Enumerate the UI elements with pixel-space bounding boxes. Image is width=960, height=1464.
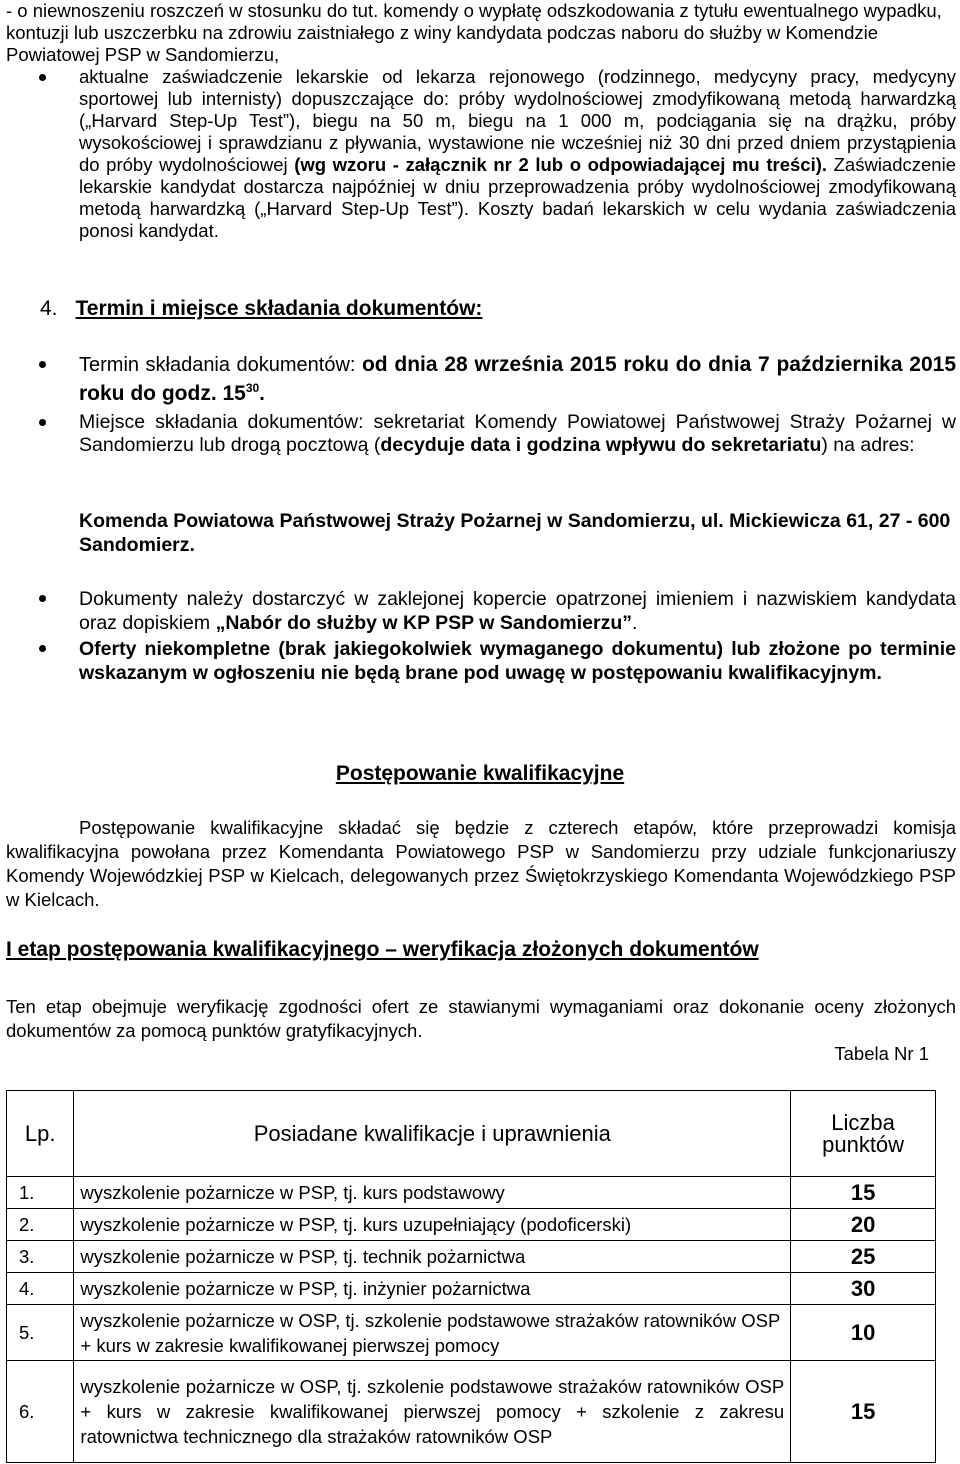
points-value: 15 xyxy=(791,1177,936,1209)
address: Komenda Powiatowa Państwowej Straży Pożarnej w Sandomierzu, ul. Mickiewicza 61, 27 - 600 Sandomierz. xyxy=(79,510,951,556)
stage-1-title: I etap postępowania kwalifikacyjnego – weryfikacja złożonych dokumentów xyxy=(6,938,759,961)
place-item: Miejsce składania dokumentów: sekretariat Komendy Powiatowej Państwowej Straży Pożarnej w Sandomierzu lub drogą pocztową (decyduje data i godzina wpływu do sekretariatu) na adres: xyxy=(79,411,956,456)
table-row: 5. wyszkolenie pożarnicze w OSP, tj. szkolenie podstawowe strażaków ratowników OSP + kurs w zakresie kwalifikowanej pierwszej pomocy 10 xyxy=(7,1305,936,1361)
points-value: 15 xyxy=(791,1361,936,1463)
declaration-item: - o niewnoszeniu roszczeń w stosunku do tut. komendy o wypłatę odszkodowania z tytułu ewentualnego wypadku, kontuzji lub uszczerbku na zdrowiu zaistniałego z winy kandydata podczas naboru do służby w Komendzie Powiatowej PSP w Sandomierzu, xyxy=(6,0,942,65)
qualification-title: Postępowanie kwalifikacyjne xyxy=(335,762,625,785)
points-value: 20 xyxy=(791,1209,936,1241)
points-table xyxy=(6,1090,936,1463)
header-lp: Lp. xyxy=(7,1091,74,1177)
section-4-heading: 4. Termin i miejsce składania dokumentów: xyxy=(40,297,483,320)
table-caption: Tabela Nr 1 xyxy=(834,1043,929,1064)
points-value: 30 xyxy=(791,1273,936,1305)
table-row: 6. wyszkolenie pożarnicze w OSP, tj. szkolenie podstawowe strażaków ratowników OSP + kurs w zakresie kwalifikowanej pierwszej pomocy + szkolenie z zakresu ratownictwa technicznego dla strażaków ratowników OSP 15 xyxy=(7,1361,936,1463)
medical-list xyxy=(79,66,956,242)
header-points: Liczba punktów xyxy=(791,1091,936,1177)
table-row: 3. wyszkolenie pożarnicze w PSP, tj. technik pożarnictwa 25 xyxy=(7,1241,936,1273)
table-row: 2. wyszkolenie pożarnicze w PSP, tj. kurs uzupełniający (podoficerski) 20 xyxy=(7,1209,936,1241)
stage-1-text: Ten etap obejmuje weryfikację zgodności ofert ze stawianymi wymaganiami oraz dokonanie oceny złożonych dokumentów za pomocą punktów gratyfikacyjnych. xyxy=(6,996,956,1041)
table-row: 4. wyszkolenie pożarnicze w PSP, tj. inżynier pożarnictwa 30 xyxy=(7,1273,936,1305)
table-row: 1. wyszkolenie pożarnicze w PSP, tj. kurs podstawowy 15 xyxy=(7,1177,936,1209)
points-value: 10 xyxy=(791,1305,936,1361)
medical-certificate-item: aktualne zaświadczenie lekarskie od lekarza rejonowego (rodzinnego, medycyny pracy, medycyny sportowej lub internisty) dopuszczające do: próby wydolnościowej zmodyfikowaną metodą harwardzką („Harvard Step-Up Test”), biegu na 50 m, biegu na 1 000 m, podciągania się na drążku, próby wysokościowej i sprawdzianu z pływania, wystawione nie wcześniej niż 30 dni przed dniem przystąpienia do próby wydolnościowej (wg wzoru - załącznik nr 2 lub o odpowiadającej mu treści). Zaświadczenie lekarskie kandydat dostarcza najpóźniej w dniu przeprowadzenia próby wydolnościowej zmodyfikowaną metodą harwardzką („Harvard Step-Up Test”). Koszty badań lekarskich w celu wydania zaświadczenia ponosi kandydat. xyxy=(79,66,956,241)
points-value: 25 xyxy=(791,1241,936,1273)
incomplete-offers-item: Oferty niekompletne (brak jakiegokolwiek wymaganego dokumentu) lub złożone po terminie wskazanym w ogłoszeniu nie będą brane pod uwagę w postępowaniu kwalifikacyjnym. xyxy=(79,638,956,684)
deadline-item: Termin składania dokumentów: od dnia 28 września 2015 roku do dnia 7 października 2015 roku do godz. $15^{30}$. xyxy=(79,353,957,405)
qualification-text: Postępowanie kwalifikacyjne składać się będzie z czterech etapów, które przeprowadzi komisja kwalifikacyjna powołana przez Komendanta Powiatowego PSP w Sandomierzu przy udziale funkcjonariuszy Komendy Wojewódzkiej PSP w Kielcach, delegowanych przez Świętokrzyskiego Komendanta Wojewódzkiego PSP w Kielcach. xyxy=(6,817,956,910)
header-qualifications: Posiadane kwalifikacje i uprawnienia xyxy=(74,1091,791,1177)
section-4-list xyxy=(79,353,956,457)
envelope-item: Dokumenty należy dostarczyć w zaklejonej kopercie opatrzonej imieniem i nazwiskiem kandydata oraz dopiskiem „Nabór do służby w KP PSP w Sandomierzu”. xyxy=(79,588,956,634)
table-header-row xyxy=(7,1091,936,1177)
section-4-title: Termin i miejsce składania dokumentów: xyxy=(75,297,483,320)
delivery-list xyxy=(79,587,956,685)
